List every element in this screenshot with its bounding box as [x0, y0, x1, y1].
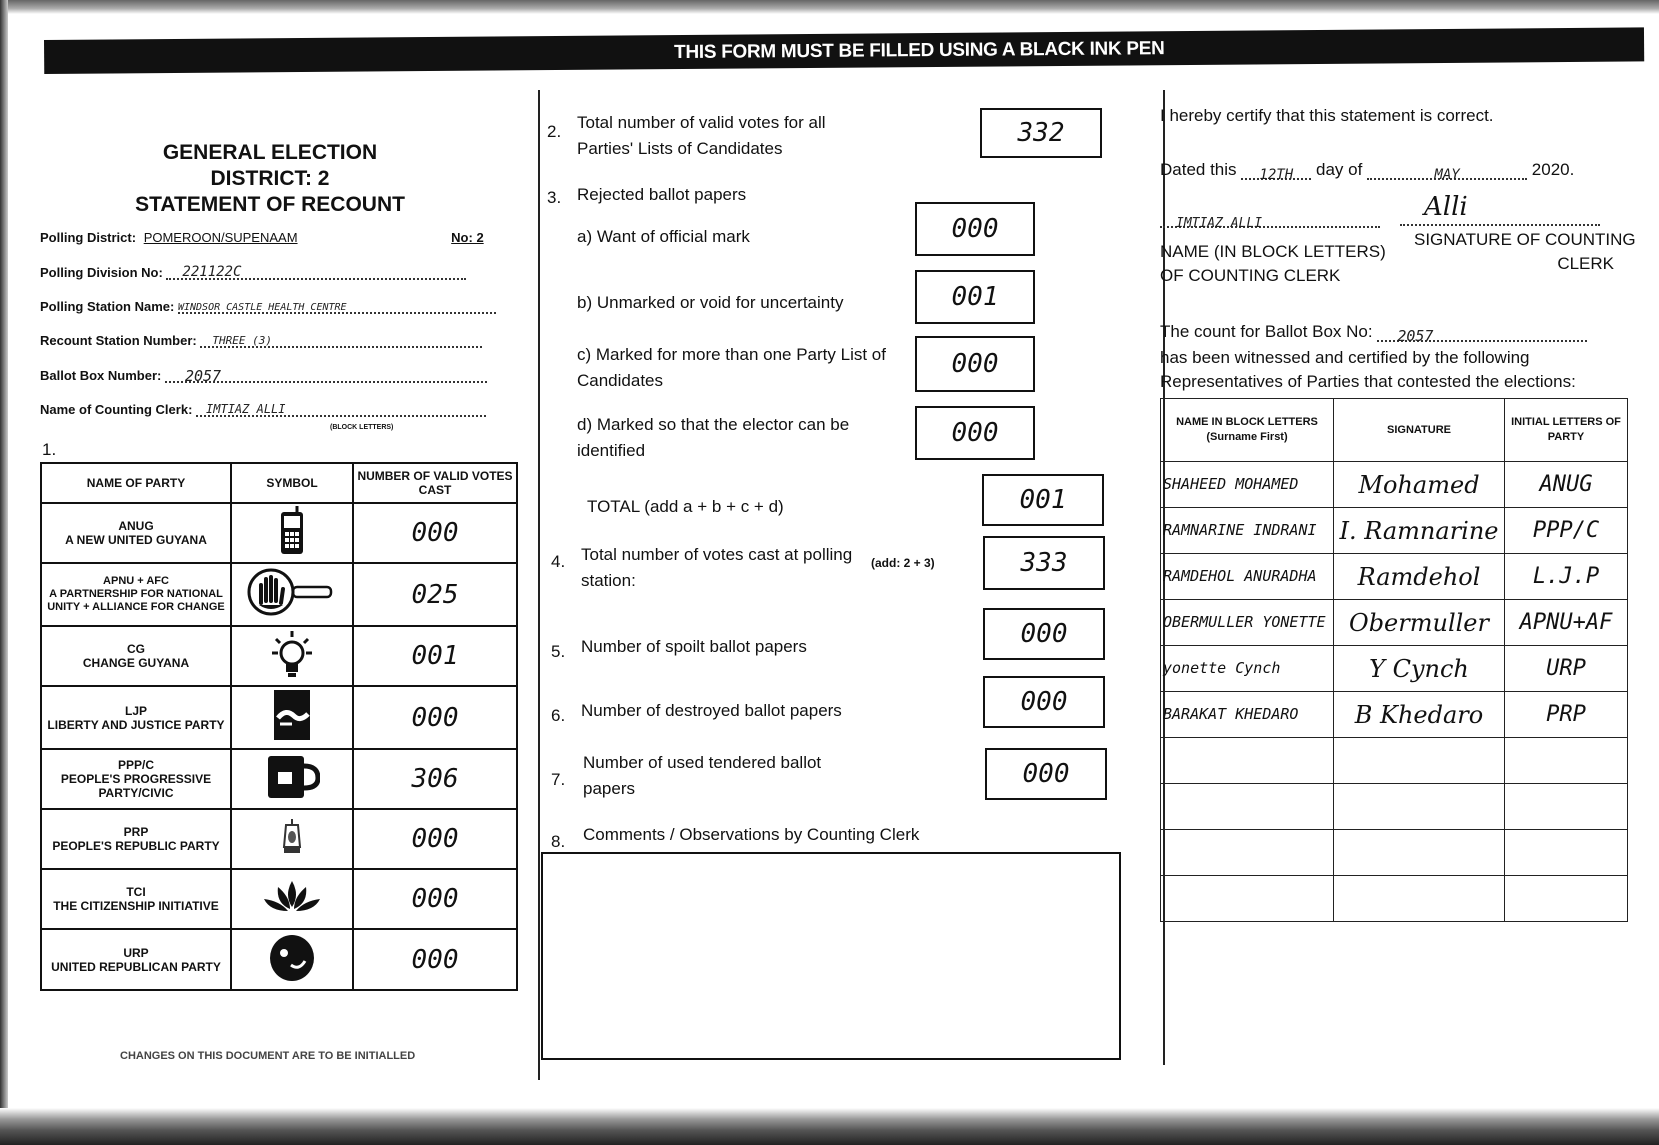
- lotus-icon: [231, 869, 353, 929]
- q6-label: Number of destroyed ballot papers: [581, 701, 842, 720]
- rep-party: [1505, 830, 1628, 876]
- reps-header: [1161, 399, 1628, 462]
- header-party-name: NAME OF PARTY: [41, 463, 231, 503]
- form-heading: [100, 140, 440, 218]
- day-of-label: day of: [1316, 160, 1363, 179]
- lightbulb-icon: [231, 626, 353, 686]
- recount-station-value: THREE (3): [212, 334, 272, 347]
- vote-count: 000: [353, 686, 517, 749]
- qb-label: b) Unmarked or void for uncertainty: [577, 293, 844, 312]
- rep-party: [1505, 738, 1628, 784]
- party-name-cell: [41, 686, 231, 749]
- hand-key-icon: [231, 563, 353, 626]
- certify-statement: I hereby certify that this statement is correct.: [1160, 106, 1494, 125]
- heading-line1: GENERAL ELECTION: [162, 141, 378, 164]
- total-value: 001: [982, 474, 1104, 526]
- rep-signature: Obermuller: [1334, 600, 1505, 646]
- heading-line3: STATEMENT OF RECOUNT: [135, 193, 405, 216]
- qc-label: c) Marked for more than one Party List of Candidates: [577, 345, 886, 390]
- scan-edge-bottom: [0, 1108, 1659, 1145]
- polling-station-field: [40, 298, 496, 314]
- rep-header-party: INITIAL LETTERS OF PARTY: [1505, 399, 1628, 462]
- party-abbr: APNU + AFC: [103, 575, 169, 587]
- rep-party: PRP: [1505, 692, 1628, 738]
- q2-number: 2.: [547, 122, 562, 141]
- count-value: 2057: [1397, 327, 1434, 345]
- rep-name: yonette Cynch: [1161, 646, 1334, 692]
- party-abbr: PPP/C: [117, 758, 154, 772]
- party-abbr: ANUG: [118, 519, 154, 533]
- party-name-cell: [41, 809, 231, 869]
- q7-number: 7.: [551, 770, 566, 789]
- party-name-cell: [41, 869, 231, 929]
- q5-number: 5.: [551, 642, 566, 661]
- party-full-name: PEOPLE'S REPUBLIC PARTY: [52, 839, 220, 853]
- dated-month: MAY: [1434, 167, 1460, 183]
- party-abbr: LJP: [124, 703, 147, 718]
- party-name-cell: [41, 749, 231, 809]
- table-row: [1161, 600, 1628, 646]
- rep-party: L.J.P: [1505, 554, 1628, 600]
- party-full-name: PEOPLE'S PROGRESSIVE PARTY/CIVIC: [60, 772, 212, 800]
- clerk-signature-label: SIGNATURE OF COUNTING CLERK: [1414, 230, 1636, 273]
- header-symbol: SYMBOL: [231, 463, 353, 503]
- instruction-banner: [44, 27, 1644, 74]
- party-name-cell: [41, 563, 231, 626]
- qd-value: 000: [915, 406, 1035, 460]
- vote-count: 000: [353, 503, 517, 563]
- party-abbr: TCI: [126, 885, 146, 899]
- rep-name: RAMDEHOL ANURADHA: [1161, 554, 1334, 600]
- polling-station-label: Polling Station Name:: [40, 299, 175, 314]
- table-row: [1161, 830, 1628, 876]
- rep-name: [1161, 876, 1334, 922]
- vote-count: 000: [353, 929, 517, 990]
- q7-value: 000: [985, 748, 1107, 800]
- clerk-signature: Alli: [1424, 192, 1468, 222]
- ballot-box-label: Ballot Box Number:: [40, 368, 162, 383]
- dated-label: Dated this: [1160, 160, 1237, 179]
- rep-header-signature: SIGNATURE: [1334, 399, 1505, 462]
- dated-year: 2020.: [1531, 160, 1575, 179]
- counting-clerk-label: Name of Counting Clerk:: [40, 402, 193, 417]
- rep-signature: Y Cynch: [1334, 646, 1505, 692]
- rep-name: [1161, 784, 1334, 830]
- polling-district-label: Polling District:: [40, 230, 137, 245]
- polling-station-value: WINDSOR CASTLE HEALTH CENTRE: [177, 302, 347, 313]
- column-divider-1: [538, 90, 540, 1080]
- q2-value: 332: [980, 108, 1102, 158]
- ballot-box-value: 2057: [184, 367, 222, 385]
- counting-clerk-value: IMTIAZ ALLI: [206, 402, 286, 416]
- party-name-cell: [41, 626, 231, 686]
- q4-value: 333: [983, 536, 1105, 590]
- q4-add-note: (add: 2 + 3): [871, 556, 935, 570]
- total-label: TOTAL (add a + b + c + d): [587, 497, 784, 516]
- comments-box: [541, 852, 1121, 1060]
- qa-value: 000: [915, 202, 1035, 256]
- table-row: [1161, 876, 1628, 922]
- polling-division-label: Polling Division No:: [40, 265, 163, 280]
- party-full-name: UNITED REPUBLICAN PARTY: [51, 959, 221, 974]
- vote-count: 000: [353, 869, 517, 929]
- vote-count: 001: [353, 626, 517, 686]
- party-full-name: CHANGE GUYANA: [82, 656, 190, 670]
- polling-division-value: 221122C: [182, 264, 242, 280]
- rep-name: BARAKAT KHEDARO: [1161, 692, 1334, 738]
- block-letters-note: (BLOCK LETTERS): [330, 424, 394, 431]
- q6-value: 000: [983, 676, 1105, 728]
- section1-number: 1.: [42, 440, 57, 459]
- count-line: [1160, 322, 1587, 345]
- dated-line: [1160, 160, 1575, 183]
- party-full-name: LIBERTY AND JUSTICE PARTY: [47, 717, 225, 732]
- rep-party: URP: [1505, 646, 1628, 692]
- party-name-cell: [41, 929, 231, 990]
- rep-signature: I. Ramnarine: [1334, 508, 1505, 554]
- table-row: [41, 809, 517, 869]
- rep-name: SHAHEED MOHAMED: [1161, 462, 1334, 508]
- q6-number: 6.: [551, 706, 566, 725]
- rep-signature: B Khedaro: [1334, 692, 1505, 738]
- q5-value: 000: [983, 608, 1105, 660]
- rep-name: [1161, 830, 1334, 876]
- qc-value: 000: [915, 336, 1035, 392]
- scan-edge-top: [0, 0, 1659, 14]
- rep-signature: Mohamed: [1334, 462, 1505, 508]
- heading-line2: DISTRICT: 2: [210, 167, 330, 190]
- rep-signature: [1334, 830, 1505, 876]
- banner-text: THIS FORM MUST BE FILLED USING A BLACK INK PEN: [674, 38, 1165, 64]
- qd-label: d) Marked so that the elector can be identified: [577, 415, 850, 460]
- rep-signature: [1334, 876, 1505, 922]
- witness-line1: has been witnessed and certified by the following: [1160, 348, 1530, 367]
- rep-signature: [1334, 784, 1505, 830]
- ballot-box-field: [40, 367, 487, 383]
- table-row: [41, 563, 517, 626]
- table-row: [41, 503, 517, 563]
- polling-district-value: POMEROON/SUPENAAM: [143, 230, 298, 245]
- table-row: [1161, 554, 1628, 600]
- table-row: [1161, 462, 1628, 508]
- recount-station-label: Recount Station Number:: [40, 333, 197, 348]
- q2-label: Total number of valid votes for all Parties' Lists of Candidates: [577, 113, 826, 158]
- rep-party: [1505, 784, 1628, 830]
- animal-icon: [231, 929, 353, 990]
- representatives-table: [1160, 398, 1628, 922]
- party-name-cell: [41, 503, 231, 563]
- header-votes: NUMBER OF VALID VOTES CAST: [353, 463, 517, 503]
- rep-party: [1505, 876, 1628, 922]
- q5-label: Number of spoilt ballot papers: [581, 637, 807, 656]
- rep-name: RAMNARINE INDRANI: [1161, 508, 1334, 554]
- qb-value: 001: [915, 270, 1035, 324]
- handshake-icon: [231, 686, 353, 749]
- table-row: [41, 749, 517, 809]
- polling-division-field: [40, 264, 466, 280]
- rep-header-name: NAME IN BLOCK LETTERS (Surname First): [1161, 399, 1334, 462]
- qa-label: a) Want of official mark: [577, 227, 750, 246]
- table-row: [1161, 508, 1628, 554]
- table-row: [1161, 784, 1628, 830]
- party-abbr: URP: [123, 945, 149, 960]
- table-row: [41, 869, 517, 929]
- recount-form: [30, 30, 1650, 1105]
- vote-count: 000: [353, 809, 517, 869]
- scan-edge-left: [0, 0, 8, 1145]
- clerk-name-line: [1160, 208, 1380, 231]
- q4-label: Total number of votes cast at polling station:: [581, 545, 853, 590]
- table-row: [1161, 692, 1628, 738]
- rep-signature: Ramdehol: [1334, 554, 1505, 600]
- rep-party: APNU+AF: [1505, 600, 1628, 646]
- table-row: [1161, 738, 1628, 784]
- footer-note: CHANGES ON THIS DOCUMENT ARE TO BE INITIALLED: [120, 1050, 416, 1062]
- party-full-name: THE CITIZENSHIP INITIATIVE: [53, 899, 219, 913]
- clerk-name-label: NAME (IN BLOCK LETTERS) OF COUNTING CLERK: [1160, 242, 1386, 285]
- vote-count: 306: [353, 749, 517, 809]
- party-votes-table: [40, 462, 518, 991]
- q8-number: 8.: [551, 832, 566, 851]
- q3-label: Rejected ballot papers: [577, 185, 747, 204]
- table-row: [41, 686, 517, 749]
- count-label: The count for Ballot Box No:: [1160, 322, 1373, 341]
- clerk-signature-line: [1400, 192, 1600, 226]
- cup-icon: [231, 749, 353, 809]
- table-row: [41, 929, 517, 990]
- party-abbr: CG: [127, 642, 145, 656]
- rep-party: PPP/C: [1505, 508, 1628, 554]
- clerk-name-value: IMTIAZ ALLI: [1176, 216, 1263, 231]
- party-abbr: PRP: [123, 825, 149, 839]
- table-row: [41, 626, 517, 686]
- rep-party: ANUG: [1505, 462, 1628, 508]
- q8-label: Comments / Observations by Counting Clerk: [583, 825, 920, 844]
- witness-line2: Representatives of Parties that contested the elections:: [1160, 372, 1576, 391]
- vote-count: 025: [353, 563, 517, 626]
- rep-signature: [1334, 738, 1505, 784]
- q3-number: 3.: [547, 188, 562, 207]
- district-no: No: 2: [451, 230, 484, 245]
- q7-label: Number of used tendered ballot papers: [583, 753, 822, 798]
- dated-day: 12TH: [1259, 167, 1294, 183]
- rep-name: OBERMULLER YONETTE: [1161, 600, 1334, 646]
- polling-district-field: [40, 230, 484, 245]
- rep-name: [1161, 738, 1334, 784]
- lantern-icon: [231, 809, 353, 869]
- party-table-header: [41, 463, 517, 503]
- recount-station-field: [40, 332, 482, 348]
- party-full-name: A PARTNERSHIP FOR NATIONAL UNITY + ALLIANCE FOR CHANGE: [47, 588, 225, 613]
- party-full-name: A NEW UNITED GUYANA: [65, 533, 207, 547]
- phone-icon: [231, 503, 353, 563]
- q4-number: 4.: [551, 552, 566, 571]
- table-row: [1161, 646, 1628, 692]
- counting-clerk-field: [40, 401, 486, 417]
